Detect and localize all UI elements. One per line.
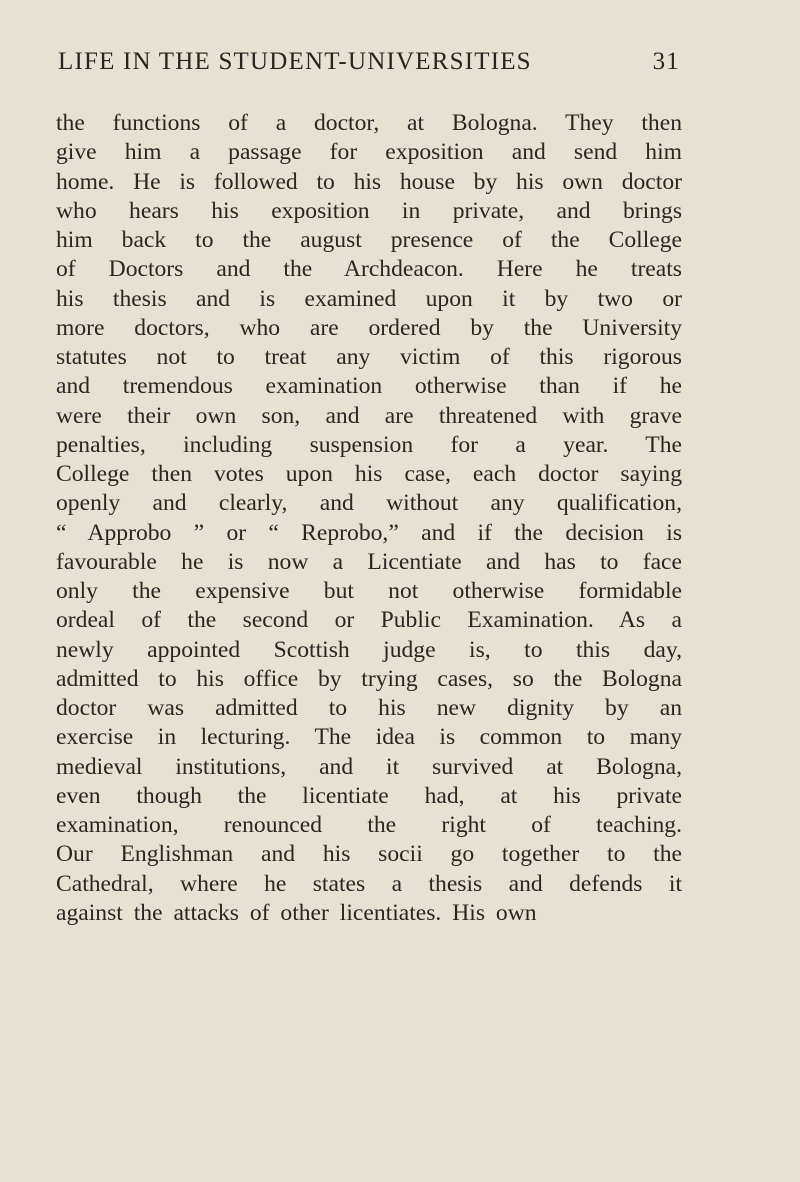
text-line: Our Englishman and his socii go together to the: [56, 841, 682, 868]
body-text: [56, 109, 682, 928]
text-line: of Doctors and the Archdeacon. Here he treats: [56, 256, 682, 283]
running-title: LIFE IN THE STUDENT-UNIVERSITIES: [58, 48, 532, 75]
text-line: medieval institutions, and it survived at Bologna,: [56, 753, 682, 780]
text-line: examination, renounced the right of teaching.: [56, 812, 682, 838]
text-line: admitted to his office by trying cases, so the Bologna: [56, 665, 682, 692]
text-line: give him a passage for exposition and send him: [56, 139, 682, 166]
text-line: “ Approbo ” or “ Reprobo,” and if the decision is: [56, 519, 682, 546]
text-line: who hears his exposition in private, and brings: [56, 197, 682, 224]
text-line: home. He is followed to his house by his own doctor: [56, 168, 682, 195]
text-line: only the expensive but not otherwise formidable: [56, 578, 682, 604]
text-line: were their own son, and are threatened with grave: [56, 402, 682, 429]
running-header: [58, 48, 680, 88]
text-line: him back to the august presence of the College: [56, 227, 682, 253]
text-line: exercise in lecturing. The idea is common to many: [56, 724, 682, 751]
text-line: the functions of a doctor, at Bologna. They then: [56, 110, 682, 136]
text-line: even though the licentiate had, at his private: [56, 782, 682, 809]
text-line: favourable he is now a Licentiate and has to face: [56, 548, 682, 575]
text-line: against the attacks of other licentiates. His own: [56, 899, 537, 926]
text-line: openly and clearly, and without any qualification,: [56, 490, 682, 517]
text-line: College then votes upon his case, each doctor saying: [56, 461, 682, 487]
text-line: and tremendous examination otherwise than if he: [56, 373, 682, 400]
text-line: ordeal of the second or Public Examination. As a: [56, 607, 682, 634]
text-line: doctor was admitted to his new dignity by an: [56, 695, 682, 721]
text-line: newly appointed Scottish judge is, to this day,: [56, 636, 682, 663]
text-line: penalties, including suspension for a year. The: [56, 431, 682, 458]
text-line: statutes not to treat any victim of this rigorous: [56, 344, 682, 370]
text-line: more doctors, who are ordered by the University: [56, 314, 682, 341]
text-line: Cathedral, where he states a thesis and defends it: [56, 870, 682, 897]
text-line: his thesis and is examined upon it by two or: [56, 285, 682, 312]
page-number: 31: [652, 48, 680, 75]
